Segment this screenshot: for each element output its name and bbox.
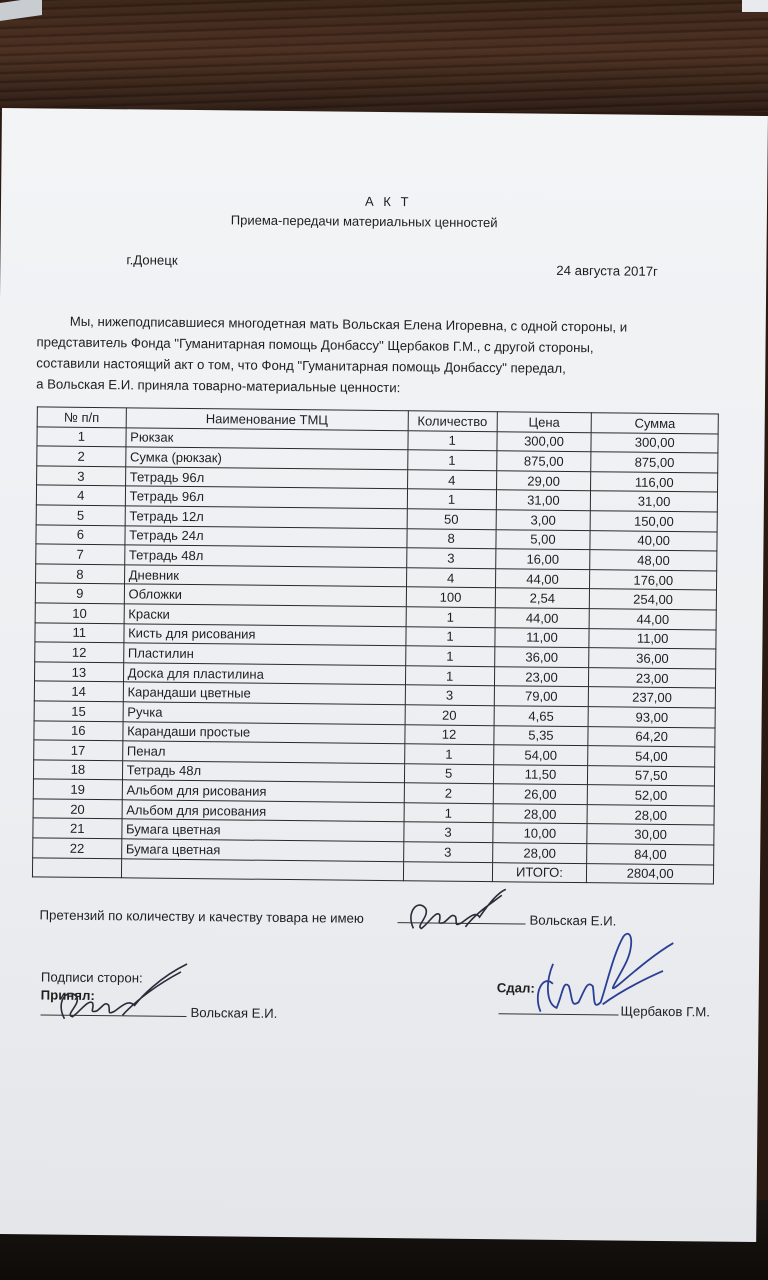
item-sum: 237,00 — [589, 687, 716, 708]
item-sum: 23,00 — [589, 667, 716, 688]
item-sum: 36,00 — [589, 648, 716, 669]
claims-signer: Вольская Е.И. — [529, 912, 617, 929]
row-number: 1 — [37, 426, 126, 447]
total-value: 2804,00 — [587, 863, 714, 884]
item-sum: 84,00 — [587, 844, 714, 865]
item-price: 54,00 — [493, 745, 588, 766]
item-price: 875,00 — [496, 451, 591, 472]
row-number: 14 — [34, 681, 123, 702]
row-number: 21 — [33, 818, 122, 839]
item-name: Кисть для рисования — [124, 623, 406, 646]
item-name: Краски — [124, 604, 406, 627]
items-table — [32, 406, 719, 884]
item-sum: 11,00 — [589, 628, 716, 649]
item-price: 300,00 — [497, 431, 592, 452]
item-sum: 116,00 — [591, 471, 718, 492]
item-quantity: 3 — [403, 842, 492, 863]
row-number: 20 — [33, 799, 122, 820]
item-quantity: 3 — [403, 822, 492, 843]
item-name: Рюкзак — [126, 427, 408, 450]
item-sum: 52,00 — [588, 785, 715, 806]
paper-scrap — [742, 0, 768, 12]
item-name: Альбом для рисования — [122, 800, 404, 823]
header-quantity: Количество — [408, 411, 497, 432]
item-name: Бумага цветная — [121, 819, 403, 842]
row-number: 12 — [35, 642, 124, 663]
item-name: Карандаши простые — [123, 721, 405, 744]
item-quantity: 1 — [407, 489, 496, 510]
table-cell — [121, 858, 403, 881]
item-price: 44,00 — [495, 568, 590, 589]
item-name: Тетрадь 24л — [125, 525, 407, 548]
item-quantity: 12 — [405, 724, 494, 745]
item-sum: 30,00 — [587, 824, 714, 845]
row-number: 5 — [36, 505, 125, 526]
item-price: 2,54 — [495, 588, 590, 609]
item-quantity: 1 — [404, 744, 493, 765]
item-name: Карандаши цветные — [123, 682, 405, 705]
item-price: 36,00 — [494, 647, 589, 668]
item-price: 28,00 — [493, 804, 588, 825]
row-number: 6 — [36, 524, 125, 545]
received-label: Принял: — [40, 987, 95, 1004]
item-quantity: 8 — [407, 528, 496, 549]
item-name: Дневник — [124, 565, 406, 588]
item-name: Тетрадь 96л — [125, 467, 407, 490]
claims-text: Претензий по количеству и качеству товара не имею — [39, 907, 364, 926]
row-number: 7 — [36, 544, 125, 565]
item-name: Тетрадь 48л — [124, 545, 406, 568]
header-price: Цена — [497, 412, 592, 433]
signature-volskaya — [395, 882, 526, 943]
table-cell — [32, 858, 121, 879]
item-sum: 44,00 — [589, 609, 716, 630]
document-date: 24 августа 2017г — [556, 262, 658, 279]
item-quantity: 1 — [407, 450, 496, 471]
row-number: 2 — [37, 446, 126, 467]
item-name: Сумка (рюкзак) — [125, 447, 407, 470]
row-number: 10 — [35, 603, 124, 624]
intro-line-3: составили настоящий акт о том, что Фонд "Гуманитарная помощь Донбассу" передал, — [36, 355, 566, 376]
item-price: 28,00 — [492, 843, 587, 864]
row-number: 22 — [33, 838, 122, 859]
item-quantity: 100 — [406, 587, 495, 608]
intro-line-4: а Вольская Е.И. приняла товарно-материальные ценности: — [36, 376, 401, 396]
item-sum: 93,00 — [588, 707, 715, 728]
row-number: 13 — [34, 662, 123, 683]
item-quantity: 1 — [406, 607, 495, 628]
item-quantity: 20 — [405, 705, 494, 726]
intro-line-1: Мы, нижеподписавшиеся многодетная мать Вольская Елена Игоревна, с одной стороны, и — [69, 313, 628, 335]
header-name: Наименование ТМЦ — [126, 408, 408, 431]
item-price: 5,00 — [495, 529, 590, 550]
item-name: Тетрадь 12л — [125, 506, 407, 529]
item-price: 10,00 — [492, 823, 587, 844]
item-sum: 54,00 — [588, 746, 715, 767]
item-quantity: 5 — [404, 763, 493, 784]
item-quantity: 1 — [404, 803, 493, 824]
item-quantity: 50 — [407, 509, 496, 530]
wood-table-background — [0, 0, 768, 112]
item-name: Пенал — [122, 741, 404, 764]
header-sum: Сумма — [591, 413, 718, 434]
table-cell — [403, 861, 492, 882]
item-name: Тетрадь 48л — [122, 760, 404, 783]
item-sum: 176,00 — [590, 569, 717, 590]
row-number: 15 — [34, 701, 123, 722]
document-subtitle: Приема-передачи материальных ценностей — [230, 212, 498, 231]
item-price: 26,00 — [493, 784, 588, 805]
intro-line-2: представитель Фонда "Гуманитарная помощь Донбассу" Щербаков Г.М., с другой стороны, — [36, 334, 594, 356]
row-number: 9 — [35, 583, 124, 604]
item-quantity: 4 — [407, 470, 496, 491]
item-price: 11,00 — [494, 627, 589, 648]
item-name: Пластилин — [123, 643, 405, 666]
item-quantity: 1 — [406, 626, 495, 647]
item-quantity: 3 — [405, 685, 494, 706]
document-city: г.Донецк — [126, 252, 178, 268]
total-label: ИТОГО: — [492, 862, 587, 883]
item-sum: 31,00 — [591, 491, 718, 512]
row-number: 19 — [33, 779, 122, 800]
row-number: 16 — [34, 720, 123, 741]
item-price: 4,65 — [494, 706, 589, 727]
row-number: 17 — [34, 740, 123, 761]
item-price: 79,00 — [494, 686, 589, 707]
item-sum: 40,00 — [590, 530, 717, 551]
row-number: 18 — [33, 760, 122, 781]
signature-volskaya — [48, 961, 199, 1033]
item-quantity: 3 — [406, 548, 495, 569]
item-name: Альбом для рисования — [122, 780, 404, 803]
item-sum: 875,00 — [591, 452, 718, 473]
item-name: Доска для пластилина — [123, 663, 405, 686]
item-name: Бумага цветная — [121, 839, 403, 862]
item-quantity: 1 — [405, 646, 494, 667]
item-sum: 57,50 — [588, 765, 715, 786]
item-price: 31,00 — [496, 490, 591, 511]
item-price: 5,35 — [493, 725, 588, 746]
item-name: Тетрадь 96л — [125, 486, 407, 509]
item-price: 16,00 — [495, 549, 590, 570]
row-number: 3 — [37, 466, 126, 487]
item-price: 29,00 — [496, 470, 591, 491]
row-number: 4 — [36, 485, 125, 506]
document-sheet — [0, 108, 768, 1242]
item-name: Ручка — [123, 702, 405, 725]
item-price: 44,00 — [495, 608, 590, 629]
row-number: 8 — [36, 564, 125, 585]
item-quantity: 4 — [406, 568, 495, 589]
received-name: Вольская Е.И. — [190, 1005, 278, 1021]
signatures-label: Подписи сторон: — [40, 969, 143, 986]
handed-label: Сдал: — [496, 980, 535, 996]
item-price: 23,00 — [494, 666, 589, 687]
item-sum: 254,00 — [590, 589, 717, 610]
signature-scherbakov — [522, 924, 683, 1026]
row-number: 11 — [35, 622, 124, 643]
item-sum: 28,00 — [587, 805, 714, 826]
item-sum: 150,00 — [590, 511, 717, 532]
header-number: № п/п — [37, 407, 126, 428]
handed-name: Щербаков Г.М. — [620, 1003, 711, 1020]
item-quantity: 2 — [404, 783, 493, 804]
item-sum: 48,00 — [590, 550, 717, 571]
item-sum: 300,00 — [591, 432, 718, 453]
document-title: А К Т — [364, 193, 412, 210]
item-quantity: 1 — [405, 665, 494, 686]
item-name: Обложки — [124, 584, 406, 607]
item-price: 3,00 — [496, 510, 591, 531]
item-price: 11,50 — [493, 764, 588, 785]
item-quantity: 1 — [408, 430, 497, 451]
item-sum: 64,20 — [588, 726, 715, 747]
